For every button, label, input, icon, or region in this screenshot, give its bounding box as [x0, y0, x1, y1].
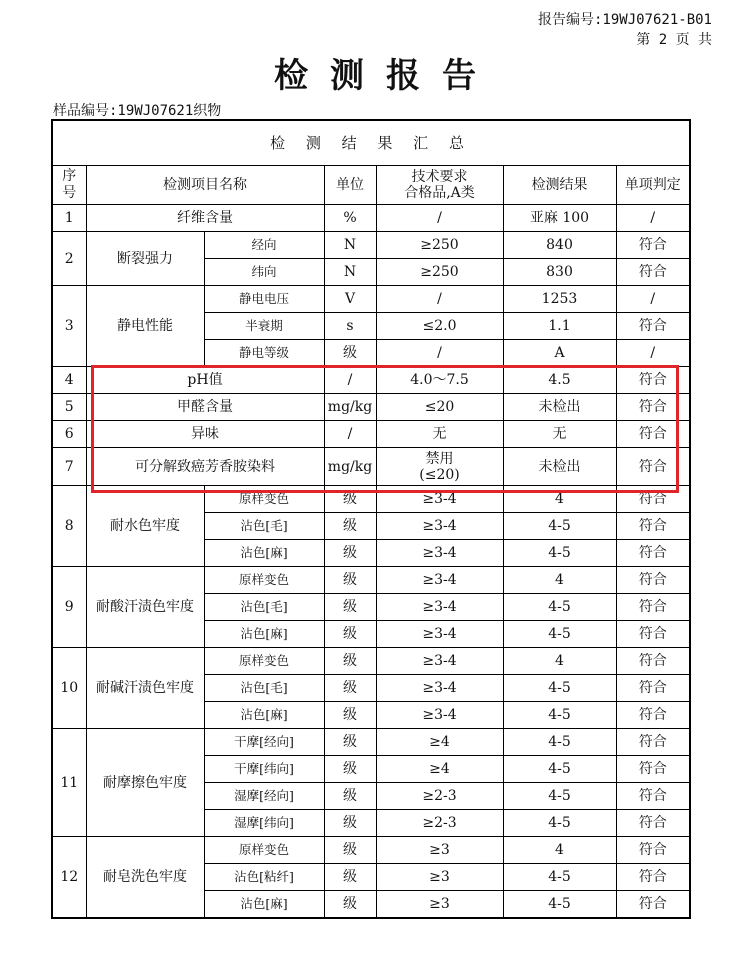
page-info: 第 2 页 共	[636, 32, 712, 48]
row-seq: 3	[52, 286, 86, 367]
row-result: 4	[503, 837, 616, 864]
row-requirement: ≥3-4	[376, 621, 503, 648]
row-judgement: 符合	[616, 702, 690, 729]
row-judgement: 符合	[616, 367, 690, 394]
row-judgement: 符合	[616, 594, 690, 621]
row-judgement: 符合	[616, 864, 690, 891]
row-unit: 级	[324, 702, 376, 729]
row-result: 4.5	[503, 367, 616, 394]
summary-title: 检 测 结 果 汇 总	[52, 120, 690, 166]
row-judgement: 符合	[616, 313, 690, 340]
table-row	[52, 367, 690, 394]
row-requirement-line2: (≤20)	[419, 466, 460, 483]
row-requirement: ≤20	[376, 394, 503, 421]
row-subitem: 沾色[麻]	[204, 891, 324, 918]
row-unit: 级	[324, 340, 376, 367]
row-requirement: ≥250	[376, 232, 503, 259]
header-judgement: 单项判定	[616, 166, 690, 205]
header-req-line2: 合格品,A类	[404, 185, 475, 201]
table-row	[52, 648, 690, 675]
row-item: 耐水色牢度	[86, 486, 204, 567]
row-item: 耐碱汗渍色牢度	[86, 648, 204, 729]
row-unit: 级	[324, 486, 376, 513]
row-requirement: ≥3-4	[376, 594, 503, 621]
row-unit: N	[324, 259, 376, 286]
row-result: 4-5	[503, 675, 616, 702]
row-unit: mg/kg	[324, 394, 376, 421]
row-judgement: /	[616, 286, 690, 313]
row-judgement: 符合	[616, 513, 690, 540]
row-seq: 12	[52, 837, 86, 918]
row-subitem: 静电等级	[204, 340, 324, 367]
row-requirement: ≥4	[376, 729, 503, 756]
row-unit: 级	[324, 567, 376, 594]
row-item: 纤维含量	[86, 205, 324, 232]
row-seq: 1	[52, 205, 86, 232]
row-requirement: ≥3-4	[376, 648, 503, 675]
row-subitem: 原样变色	[204, 837, 324, 864]
row-seq: 4	[52, 367, 86, 394]
row-result: 无	[503, 421, 616, 448]
row-subitem: 沾色[毛]	[204, 513, 324, 540]
row-requirement: ≥2-3	[376, 810, 503, 837]
row-requirement: 无	[376, 421, 503, 448]
row-subitem: 沾色[毛]	[204, 594, 324, 621]
row-item: 甲醛含量	[86, 394, 324, 421]
row-unit: s	[324, 313, 376, 340]
row-requirement-line1: 禁用	[425, 450, 454, 467]
table-row	[52, 729, 690, 756]
row-seq: 2	[52, 232, 86, 286]
row-result: 4-5	[503, 891, 616, 918]
report-number: 报告编号:19WJ07621-B01	[537, 12, 712, 28]
header-item: 检测项目名称	[86, 166, 324, 205]
header-req-line1: 技术要求	[411, 169, 468, 185]
table-header-row	[52, 166, 690, 205]
row-unit: 级	[324, 783, 376, 810]
row-item: 耐酸汗渍色牢度	[86, 567, 204, 648]
row-unit: 级	[324, 594, 376, 621]
row-unit: %	[324, 205, 376, 232]
row-item: 异味	[86, 421, 324, 448]
row-requirement: /	[376, 340, 503, 367]
row-judgement: 符合	[616, 232, 690, 259]
row-judgement: 符合	[616, 259, 690, 286]
row-unit: 级	[324, 540, 376, 567]
row-subitem: 沾色[毛]	[204, 675, 324, 702]
table-row	[52, 232, 690, 259]
row-judgement: 符合	[616, 567, 690, 594]
row-requirement: ≥3	[376, 837, 503, 864]
row-subitem: 沾色[粘纤]	[204, 864, 324, 891]
row-unit: 级	[324, 810, 376, 837]
row-result: 4-5	[503, 864, 616, 891]
row-judgement: 符合	[616, 756, 690, 783]
row-result: 4-5	[503, 621, 616, 648]
row-subitem: 原样变色	[204, 567, 324, 594]
table-row	[52, 837, 690, 864]
row-judgement: 符合	[616, 675, 690, 702]
row-item: 耐皂洗色牢度	[86, 837, 204, 918]
row-unit: N	[324, 232, 376, 259]
row-item: 耐摩擦色牢度	[86, 729, 204, 837]
row-requirement: ≥3	[376, 864, 503, 891]
row-judgement: 符合	[616, 621, 690, 648]
row-subitem: 沾色[麻]	[204, 702, 324, 729]
row-unit: 级	[324, 729, 376, 756]
row-requirement: ≥3-4	[376, 540, 503, 567]
table-row	[52, 394, 690, 421]
row-subitem: 原样变色	[204, 486, 324, 513]
results-table	[51, 119, 691, 919]
row-judgement: 符合	[616, 783, 690, 810]
row-requirement: ≥3-4	[376, 675, 503, 702]
header-result: 检测结果	[503, 166, 616, 205]
row-subitem: 纬向	[204, 259, 324, 286]
row-result: 4	[503, 648, 616, 675]
row-result: 840	[503, 232, 616, 259]
row-result: 4-5	[503, 810, 616, 837]
row-seq: 9	[52, 567, 86, 648]
row-requirement: ≥3-4	[376, 486, 503, 513]
row-result: 未检出	[503, 448, 616, 486]
row-result: 4-5	[503, 783, 616, 810]
row-unit: mg/kg	[324, 448, 376, 486]
row-requirement	[376, 448, 503, 486]
row-result: 未检出	[503, 394, 616, 421]
row-subitem: 干摩[经向]	[204, 729, 324, 756]
page-title: 检测报告	[274, 56, 498, 96]
row-result: 830	[503, 259, 616, 286]
row-result: 4-5	[503, 729, 616, 756]
row-requirement: ≤2.0	[376, 313, 503, 340]
table-row	[52, 567, 690, 594]
row-unit: 级	[324, 756, 376, 783]
row-result: 4-5	[503, 756, 616, 783]
row-subitem: 湿摩[经向]	[204, 783, 324, 810]
sample-number: 样品编号:19WJ07621织物	[53, 103, 222, 119]
row-requirement: ≥3	[376, 891, 503, 918]
table-row	[52, 421, 690, 448]
row-result: 4-5	[503, 594, 616, 621]
row-result: 1253	[503, 286, 616, 313]
row-requirement: ≥250	[376, 259, 503, 286]
row-unit: 级	[324, 891, 376, 918]
row-unit: 级	[324, 621, 376, 648]
row-item: 静电性能	[86, 286, 204, 367]
row-requirement: 4.0～7.5	[376, 367, 503, 394]
table-row	[52, 205, 690, 232]
row-subitem: 静电电压	[204, 286, 324, 313]
row-judgement: 符合	[616, 540, 690, 567]
row-judgement: 符合	[616, 891, 690, 918]
row-judgement: 符合	[616, 394, 690, 421]
row-seq: 7	[52, 448, 86, 486]
row-judgement: /	[616, 205, 690, 232]
row-result: 4	[503, 567, 616, 594]
row-result: 4-5	[503, 702, 616, 729]
row-seq: 10	[52, 648, 86, 729]
row-subitem: 半衰期	[204, 313, 324, 340]
row-requirement: ≥2-3	[376, 783, 503, 810]
row-unit: 级	[324, 648, 376, 675]
row-subitem: 沾色[麻]	[204, 540, 324, 567]
row-result: A	[503, 340, 616, 367]
row-result: 4-5	[503, 540, 616, 567]
row-judgement: 符合	[616, 648, 690, 675]
row-judgement: 符合	[616, 421, 690, 448]
row-result: 4-5	[503, 513, 616, 540]
row-requirement: ≥4	[376, 756, 503, 783]
header-seq: 序 号	[52, 166, 86, 205]
row-item: 可分解致癌芳香胺染料	[86, 448, 324, 486]
row-judgement: 符合	[616, 729, 690, 756]
row-item: pH值	[86, 367, 324, 394]
row-judgement: 符合	[616, 810, 690, 837]
row-subitem: 沾色[麻]	[204, 621, 324, 648]
row-requirement: ≥3-4	[376, 513, 503, 540]
row-seq: 5	[52, 394, 86, 421]
row-unit: 级	[324, 675, 376, 702]
row-unit: V	[324, 286, 376, 313]
row-result: 4	[503, 486, 616, 513]
row-unit: 级	[324, 837, 376, 864]
row-seq: 11	[52, 729, 86, 837]
row-unit: /	[324, 367, 376, 394]
table-row	[52, 486, 690, 513]
header-unit: 单位	[324, 166, 376, 205]
row-subitem: 经向	[204, 232, 324, 259]
row-seq: 6	[52, 421, 86, 448]
row-subitem: 干摩[纬向]	[204, 756, 324, 783]
table-row	[52, 286, 690, 313]
row-judgement: 符合	[616, 486, 690, 513]
row-requirement: ≥3-4	[376, 702, 503, 729]
row-requirement: ≥3-4	[376, 567, 503, 594]
row-unit: 级	[324, 513, 376, 540]
row-result: 亚麻 100	[503, 205, 616, 232]
row-seq: 8	[52, 486, 86, 567]
row-requirement: /	[376, 286, 503, 313]
row-subitem: 原样变色	[204, 648, 324, 675]
row-unit: 级	[324, 864, 376, 891]
row-item: 断裂强力	[86, 232, 204, 286]
row-result: 1.1	[503, 313, 616, 340]
table-row	[52, 448, 690, 486]
row-requirement: /	[376, 205, 503, 232]
row-judgement: 符合	[616, 448, 690, 486]
row-judgement: 符合	[616, 837, 690, 864]
header-requirement	[376, 166, 503, 205]
row-subitem: 湿摩[纬向]	[204, 810, 324, 837]
row-unit: /	[324, 421, 376, 448]
row-judgement: /	[616, 340, 690, 367]
